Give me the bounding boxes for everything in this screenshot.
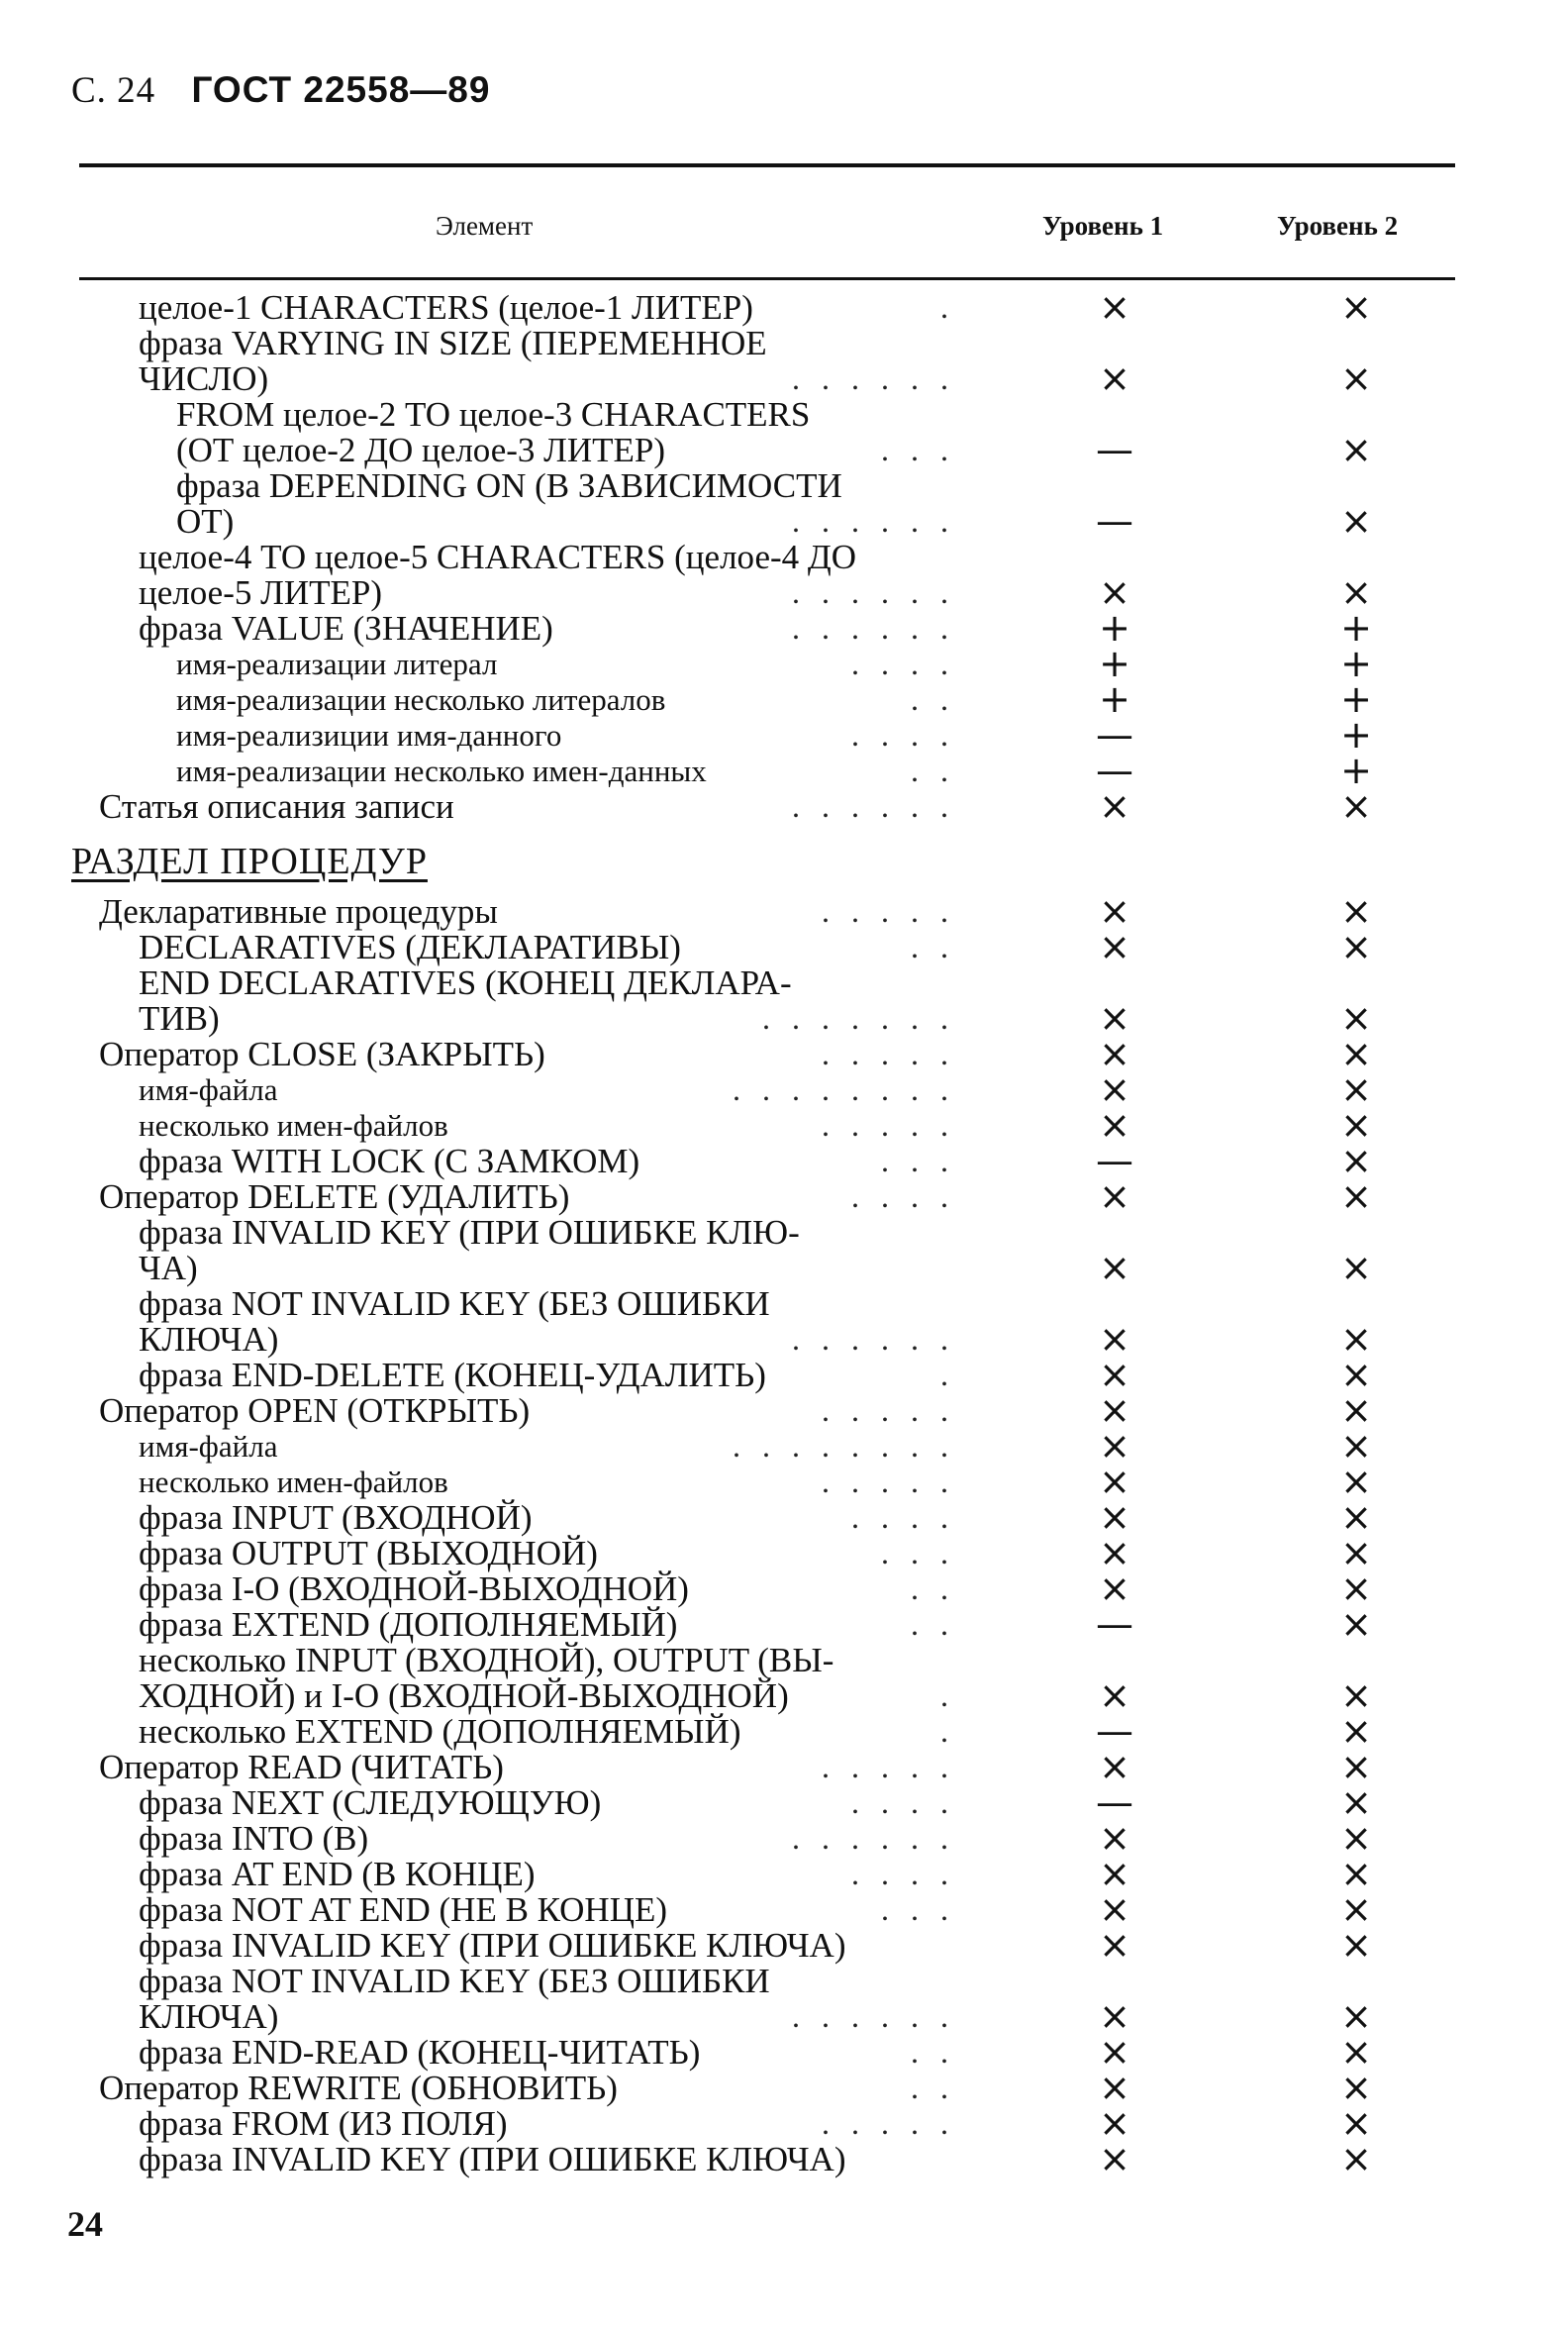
table-row [0, 1709, 1568, 1754]
column-header-level2: Уровень 2 [1277, 211, 1399, 241]
element-text: фраза OUTPUT (ВЫХОДНОЙ) [139, 1534, 598, 1573]
level2-mark: × [1340, 1994, 1372, 2039]
level1-mark: × [1099, 1460, 1130, 1504]
level2-mark: + [1340, 606, 1372, 650]
level1-mark: × [1099, 1745, 1130, 1789]
table-row [0, 713, 1568, 757]
table-row [0, 1103, 1568, 1148]
level2-mark: × [1340, 1673, 1372, 1718]
leader-dots: .. [911, 929, 970, 965]
table-row [0, 428, 1568, 471]
element-text: целое-5 ЛИТЕР) [139, 573, 382, 612]
leader-dots: . [940, 1357, 970, 1393]
element-text: фраза NOT AT END (НЕ В КОНЦЕ) [139, 1890, 668, 1930]
level2-mark: + [1340, 749, 1372, 792]
element-text: фраза WITH LOCK (С ЗАМКОМ) [139, 1142, 640, 1181]
table-row [0, 996, 1568, 1041]
level2-mark: × [1340, 1032, 1372, 1076]
element-text: фраза INVALID KEY (ПРИ ОШИБКЕ КЛЮЧА) [139, 1926, 846, 1966]
element-text: фраза NOT INVALID KEY (БЕЗ ОШИБКИ [139, 1962, 770, 2001]
level2-mark: + [1340, 713, 1372, 757]
table-row [0, 570, 1568, 614]
leader-dots: ...... [792, 1998, 970, 2035]
table-row [0, 964, 1568, 1001]
element-text: фраза INVALID KEY (ПРИ ОШИБКЕ КЛЮЧА) [139, 2140, 846, 2179]
level1-mark: × [1099, 996, 1130, 1041]
table-row [0, 1923, 1568, 1968]
table-row [0, 1887, 1568, 1932]
level1-mark: × [1099, 2066, 1130, 2110]
element-text: фраза FROM (ИЗ ПОЛЯ) [139, 2104, 508, 2144]
element-text: фраза VARYING IN SIZE (ПЕРЕМЕННОЕ [139, 324, 767, 362]
level2-mark: × [1340, 1067, 1372, 1112]
element-text: фраза DEPENDING ON (В ЗАВИСИМОСТИ [176, 466, 842, 505]
level2-mark: × [1340, 2066, 1372, 2110]
level1-mark: — [1096, 1602, 1133, 1647]
element-text: ЧИСЛО) [139, 359, 269, 398]
table-row [0, 1214, 1568, 1251]
element-text: фраза INTO (В) [139, 1819, 369, 1859]
table-row [0, 1353, 1568, 1397]
table-row [0, 1673, 1568, 1718]
page-label: С. 24 [71, 70, 156, 111]
level1-mark: × [1099, 1852, 1130, 1896]
level2-mark: × [1340, 1353, 1372, 1397]
level1-mark: — [1096, 428, 1133, 471]
element-text: фраза END-READ (КОНЕЦ-ЧИТАТЬ) [139, 2033, 701, 2073]
table-row [0, 1602, 1568, 1647]
level2-mark: × [1340, 1780, 1372, 1825]
level2-mark: × [1340, 2137, 1372, 2181]
element-text: FROM целое-2 TO целое-3 CHARACTERS [176, 395, 811, 434]
leader-dots: ... [881, 1891, 970, 1928]
element-text: Оператор DELETE (УДАЛИТЬ) [99, 1177, 570, 1217]
page-number: 24 [67, 2204, 103, 2244]
leader-dots: ..... [822, 1464, 970, 1500]
level1-mark: × [1099, 1067, 1130, 1112]
element-text: Статья описания записи [99, 787, 454, 826]
element-text: фраза INPUT (ВХОДНОЙ) [139, 1498, 533, 1538]
level1-mark: × [1099, 1246, 1130, 1290]
level2-mark: × [1340, 1602, 1372, 1647]
element-text: Декларативные процедуры [99, 892, 498, 932]
leader-dots: . [940, 1713, 970, 1750]
leader-dots: ..... [822, 1036, 970, 1072]
leader-dots: ....... [762, 1000, 970, 1037]
table-row [0, 749, 1568, 792]
element-text: ТИВ) [139, 999, 220, 1039]
leader-dots: ...... [792, 1820, 970, 1857]
element-text: фраза NEXT (СЛЕДУЮЩУЮ) [139, 1783, 602, 1823]
element-text: Оператор CLOSE (ЗАКРЫТЬ) [99, 1035, 545, 1074]
table-row [0, 1388, 1568, 1433]
level1-mark: × [1099, 1495, 1130, 1540]
level1-mark: × [1099, 1994, 1130, 2039]
table-row [0, 1285, 1568, 1322]
table-row [0, 2030, 1568, 2074]
level2-mark: × [1340, 1495, 1372, 1540]
leader-dots: .... [851, 1178, 970, 1215]
leader-dots: ...... [792, 610, 970, 646]
leader-dots: .. [911, 1606, 970, 1643]
leader-dots: ..... [822, 1392, 970, 1429]
table-row [0, 325, 1568, 361]
leader-dots: ..... [822, 2105, 970, 2142]
level1-mark: + [1099, 642, 1130, 685]
element-text: несколько INPUT (ВХОДНОЙ), OUTPUT (ВЫ- [139, 1641, 834, 1680]
element-text: имя-файла [139, 1429, 278, 1465]
level1-mark: + [1099, 677, 1130, 721]
level1-mark: × [1099, 1103, 1130, 1148]
leader-dots: ... [881, 1143, 970, 1179]
leader-dots: .... [851, 1784, 970, 1821]
leader-dots: ........ [733, 1428, 970, 1465]
element-text: Оператор READ (ЧИТАТЬ) [99, 1748, 504, 1787]
table-row [0, 1642, 1568, 1678]
level2-mark: + [1340, 642, 1372, 685]
table-row [0, 2066, 1568, 2110]
table-row [0, 356, 1568, 400]
level1-mark: × [1099, 570, 1130, 614]
level2-mark: × [1340, 784, 1372, 828]
table-row [0, 1745, 1568, 1789]
level2-mark: × [1340, 1709, 1372, 1754]
table-row [0, 1852, 1568, 1896]
leader-dots: .... [851, 1499, 970, 1536]
level1-mark: — [1096, 1139, 1133, 1183]
table-row [0, 1032, 1568, 1076]
column-header-level1: Уровень 1 [1042, 211, 1164, 241]
table-row [0, 889, 1568, 934]
level1-mark: — [1096, 749, 1133, 792]
table-row [0, 467, 1568, 504]
leader-dots: . [940, 1677, 970, 1714]
table-row [0, 642, 1568, 685]
table-row [0, 2137, 1568, 2181]
level2-mark: × [1340, 1103, 1372, 1148]
table-row [0, 1531, 1568, 1575]
leader-dots: ..... [822, 1107, 970, 1144]
element-text: целое-1 CHARACTERS (целое-1 ЛИТЕР) [139, 288, 753, 327]
level2-mark: × [1340, 1816, 1372, 1861]
level1-mark: × [1099, 2101, 1130, 2146]
level1-mark: — [1096, 713, 1133, 757]
level1-mark: × [1099, 889, 1130, 934]
element-text: несколько имен-файлов [139, 1108, 448, 1144]
element-text: Оператор REWRITE (ОБНОВИТЬ) [99, 2069, 618, 2108]
level2-mark: × [1340, 1531, 1372, 1575]
leader-dots: .... [851, 717, 970, 753]
level1-mark: × [1099, 356, 1130, 400]
table-row [0, 1139, 1568, 1183]
level1-mark: × [1099, 1923, 1130, 1968]
level2-mark: × [1340, 1388, 1372, 1433]
table-row [0, 1424, 1568, 1468]
level2-mark: × [1340, 570, 1372, 614]
level2-mark: × [1340, 499, 1372, 543]
table-row [0, 1174, 1568, 1219]
level1-mark: × [1099, 1567, 1130, 1611]
level2-mark: × [1340, 1923, 1372, 1968]
element-text: фраза INVALID KEY (ПРИ ОШИБКЕ КЛЮ- [139, 1213, 800, 1253]
leader-dots: ..... [822, 1749, 970, 1785]
level2-mark: × [1340, 1460, 1372, 1504]
level2-mark: × [1340, 428, 1372, 471]
table-row [0, 1567, 1568, 1611]
table-row [0, 1963, 1568, 1999]
element-text: фраза AT END (В КОНЦЕ) [139, 1855, 536, 1894]
leader-dots: ...... [792, 788, 970, 824]
table-row [0, 1994, 1568, 2039]
element-text: фраза NOT INVALID KEY (БЕЗ ОШИБКИ [139, 1284, 770, 1324]
table-row [0, 1317, 1568, 1362]
column-header-element: Элемент [436, 211, 534, 241]
leader-dots: ........ [733, 1071, 970, 1108]
leader-dots: ...... [792, 360, 970, 396]
level2-mark: × [1340, 285, 1372, 329]
table-row [0, 499, 1568, 543]
level2-mark: × [1340, 1567, 1372, 1611]
level1-mark: × [1099, 1887, 1130, 1932]
level1-mark: × [1099, 2137, 1130, 2181]
level1-mark: — [1096, 1780, 1133, 1825]
level1-mark: × [1099, 1174, 1130, 1219]
level1-mark: × [1099, 784, 1130, 828]
element-text: Оператор OPEN (ОТКРЫТЬ) [99, 1391, 531, 1431]
element-text: ЧА) [139, 1249, 198, 1288]
leader-dots: .. [911, 1570, 970, 1607]
element-text: имя-реализации несколько литералов [176, 682, 666, 717]
level2-mark: × [1340, 1745, 1372, 1789]
leader-dots: ...... [792, 1321, 970, 1358]
level1-mark: × [1099, 1032, 1130, 1076]
table-row [0, 2101, 1568, 2146]
level1-mark: × [1099, 1317, 1130, 1362]
level1-mark: × [1099, 1673, 1130, 1718]
leader-dots: ...... [792, 503, 970, 539]
level2-mark: × [1340, 1424, 1372, 1468]
leader-dots: ...... [792, 574, 970, 610]
level1-mark: × [1099, 1531, 1130, 1575]
leader-dots: .. [911, 2070, 970, 2106]
table-row [0, 396, 1568, 433]
table-row [0, 677, 1568, 721]
standard-number: ГОСТ 22558—89 [191, 69, 491, 110]
leader-dots: .. [911, 2034, 970, 2071]
level2-mark: + [1340, 677, 1372, 721]
element-text: END DECLARATIVES (КОНЕЦ ДЕКЛАРА- [139, 963, 792, 1003]
table-row [0, 1460, 1568, 1504]
level1-mark: × [1099, 1816, 1130, 1861]
level1-mark: × [1099, 2030, 1130, 2074]
level1-mark: × [1099, 1424, 1130, 1468]
element-text: DECLARATIVES (ДЕКЛАРАТИВЫ) [139, 928, 681, 967]
element-text: фраза I-O (ВХОДНОЙ-ВЫХОДНОЙ) [139, 1569, 689, 1609]
level2-mark: × [1340, 2101, 1372, 2146]
level2-mark: × [1340, 1317, 1372, 1362]
leader-dots: .... [851, 1856, 970, 1892]
table-row [0, 285, 1568, 329]
table-row [0, 1780, 1568, 1825]
level2-mark: × [1340, 1887, 1372, 1932]
element-text: фраза EXTEND (ДОПОЛНЯЕМЫЙ) [139, 1605, 678, 1645]
level2-mark: × [1340, 889, 1372, 934]
element-text: КЛЮЧА) [139, 1997, 279, 2037]
element-text: имя-реализиции имя-данного [176, 718, 562, 753]
level2-mark: × [1340, 356, 1372, 400]
leader-dots: .. [911, 681, 970, 717]
level1-mark: × [1099, 285, 1130, 329]
level1-mark: + [1099, 606, 1130, 650]
table-row [0, 1067, 1568, 1112]
table-row [0, 1816, 1568, 1861]
element-text: КЛЮЧА) [139, 1320, 279, 1360]
level1-mark: × [1099, 925, 1130, 969]
level2-mark: × [1340, 1174, 1372, 1219]
leader-dots: .. [911, 753, 970, 788]
table-row [0, 606, 1568, 650]
element-text: ХОДНОЙ) и I-O (ВХОДНОЙ-ВЫХОДНОЙ) [139, 1676, 789, 1716]
element-text: имя-реализации несколько имен-данных [176, 754, 707, 788]
level2-mark: × [1340, 1852, 1372, 1896]
leader-dots: .... [851, 646, 970, 681]
leader-dots: . [940, 289, 970, 325]
leader-dots: ... [881, 432, 970, 467]
level2-mark: × [1340, 2030, 1372, 2074]
element-text: (ОТ целое-2 ДО целое-3 ЛИТЕР) [176, 431, 666, 469]
table-row [0, 925, 1568, 969]
table-row [0, 539, 1568, 575]
level2-mark: × [1340, 925, 1372, 969]
element-text: несколько имен-файлов [139, 1465, 448, 1500]
element-text: фраза END-DELETE (КОНЕЦ-УДАЛИТЬ) [139, 1356, 766, 1395]
leader-dots: ... [881, 1535, 970, 1571]
element-text: несколько EXTEND (ДОПОЛНЯЕМЫЙ) [139, 1712, 741, 1752]
level2-mark: × [1340, 1139, 1372, 1183]
table-row [0, 1246, 1568, 1290]
element-text: ОТ) [176, 502, 235, 541]
table-row [0, 1495, 1568, 1540]
element-text: имя-реализации литерал [176, 647, 498, 681]
level1-mark: × [1099, 1388, 1130, 1433]
element-text: целое-4 TO целое-5 CHARACTERS (целое-4 ДО [139, 538, 857, 576]
level1-mark: × [1099, 1353, 1130, 1397]
level2-mark: × [1340, 996, 1372, 1041]
level2-mark: × [1340, 1246, 1372, 1290]
level1-mark: — [1096, 499, 1133, 543]
table-row [0, 784, 1568, 828]
section-title: РАЗДЕЛ ПРОЦЕДУР [71, 841, 428, 882]
element-text: фраза VALUE (ЗНАЧЕНИЕ) [139, 609, 553, 648]
leader-dots: ..... [822, 893, 970, 930]
level1-mark: — [1096, 1709, 1133, 1754]
element-text: имя-файла [139, 1072, 278, 1108]
